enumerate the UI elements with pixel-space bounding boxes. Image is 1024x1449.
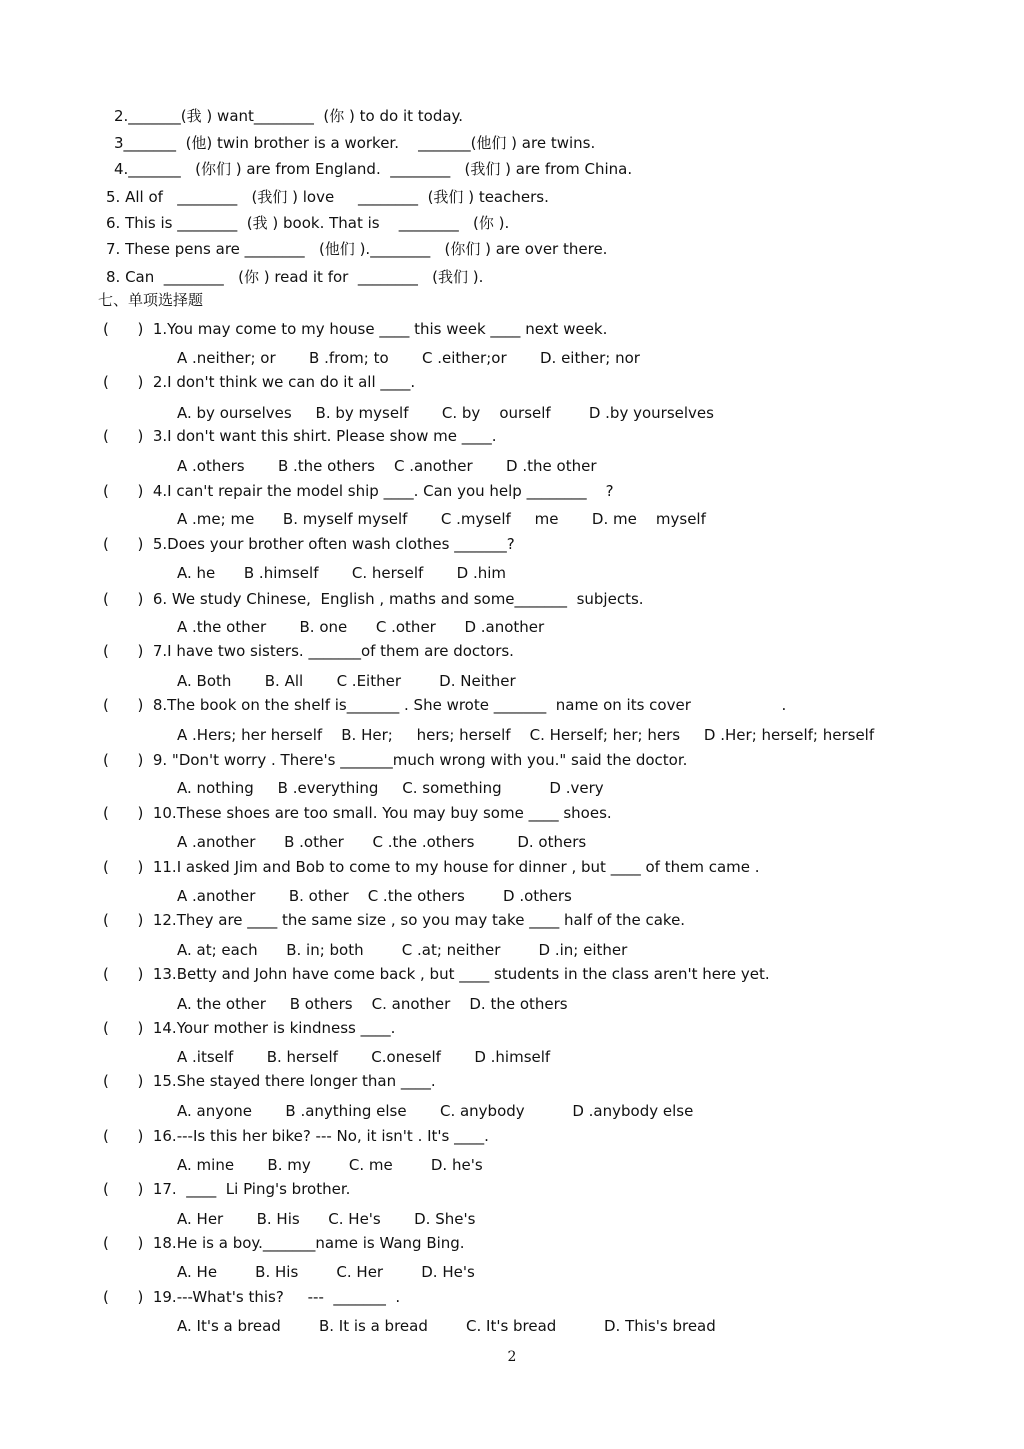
- question-stem: ( ) 2.I don't think we can do it all ____.: [103, 373, 416, 391]
- question-options: A .others B .the others C .another D .the other: [177, 457, 597, 475]
- question-options: A .neither; or B .from; to C .either;or D. either; nor: [177, 349, 640, 367]
- question-options: A. Her B. His C. He's D. She's: [177, 1210, 476, 1228]
- fill-blank-line: 5. All of ________ (我们 ) love ________ (我们 ) teachers.: [106, 188, 549, 206]
- question-options: A. by ourselves B. by myself C. by ourself D .by yourselves: [177, 404, 714, 422]
- fill-blank-line: 4._______ (你们 ) are from England. ________ (我们 ) are from China.: [114, 160, 633, 178]
- question-stem: ( ) 3.I don't want this shirt. Please show me ____.: [103, 427, 497, 445]
- fill-blank-line: 8. Can ________ (你 ) read it for ________ (我们 ).: [106, 268, 484, 286]
- question-options: A. at; each B. in; both C .at; neither D .in; either: [177, 941, 628, 959]
- question-stem: ( ) 16.---Is this her bike? --- No, it isn't . It's ____.: [103, 1127, 489, 1145]
- question-stem: ( ) 9. "Don't worry . There's _______much wrong with you." said the doctor.: [103, 751, 688, 769]
- section-heading: 七、单项选择题: [98, 291, 204, 309]
- question-options: A .Hers; her herself B. Her; hers; herself C. Herself; her; hers D .Her; herself; herself: [177, 726, 875, 744]
- question-options: A. the other B others C. another D. the others: [177, 995, 568, 1013]
- question-options: A. He B. His C. Her D. He's: [177, 1263, 475, 1281]
- fill-blank-line: 6. This is ________ (我 ) book. That is ________ (你 ).: [106, 214, 510, 232]
- question-options: A. anyone B .anything else C. anybody D .anybody else: [177, 1102, 694, 1120]
- question-options: A. mine B. my C. me D. he's: [177, 1156, 483, 1174]
- question-stem: ( ) 17. ____ Li Ping's brother.: [103, 1180, 351, 1198]
- question-stem: ( ) 19.---What's this? --- _______ .: [103, 1288, 401, 1306]
- question-stem: ( ) 12.They are ____ the same size , so you may take ____ half of the cake.: [103, 911, 686, 929]
- question-options: A. nothing B .everything C. something D .very: [177, 779, 604, 797]
- question-options: A .the other B. one C .other D .another: [177, 618, 545, 636]
- fill-blank-line: 7. These pens are ________ (他们 ).________ (你们 ) are over there.: [106, 240, 608, 258]
- question-stem: ( ) 15.She stayed there longer than ____.: [103, 1072, 436, 1090]
- page-number: 2: [507, 1349, 517, 1365]
- question-stem: ( ) 10.These shoes are too small. You may buy some ____ shoes.: [103, 804, 612, 822]
- question-options: A. Both B. All C .Either D. Neither: [177, 672, 516, 690]
- fill-blank-line: 3_______ (他) twin brother is a worker. _______(他们 ) are twins.: [114, 134, 596, 152]
- question-options: A .me; me B. myself myself C .myself me D. me myself: [177, 510, 706, 528]
- question-options: A. he B .himself C. herself D .him: [177, 564, 507, 582]
- question-stem: ( ) 7.I have two sisters. _______of them are doctors.: [103, 642, 514, 660]
- question-stem: ( ) 1.You may come to my house ____ this week ____ next week.: [103, 320, 608, 338]
- question-options: A .another B .other C .the .others D. others: [177, 833, 587, 851]
- question-stem: ( ) 11.I asked Jim and Bob to come to my house for dinner , but ____ of them came .: [103, 858, 760, 876]
- question-stem: ( ) 18.He is a boy._______name is Wang Bing.: [103, 1234, 465, 1252]
- question-stem: ( ) 4.I can't repair the model ship ____. Can you help ________ ?: [103, 482, 614, 500]
- question-options: A .itself B. herself C.oneself D .himself: [177, 1048, 551, 1066]
- question-stem: ( ) 14.Your mother is kindness ____.: [103, 1019, 396, 1037]
- question-stem: ( ) 13.Betty and John have come back , but ____ students in the class aren't here yet.: [103, 965, 770, 983]
- question-stem: ( ) 8.The book on the shelf is_______ . She wrote _______ name on its cover .: [103, 696, 787, 714]
- question-stem: ( ) 5.Does your brother often wash clothes _______?: [103, 535, 515, 553]
- question-stem: ( ) 6. We study Chinese, English , maths and some_______ subjects.: [103, 590, 644, 608]
- question-options: A. It's a bread B. It is a bread C. It's bread D. This's bread: [177, 1317, 716, 1335]
- fill-blank-line: 2._______(我 ) want________ (你 ) to do it today.: [114, 107, 464, 125]
- question-options: A .another B. other C .the others D .others: [177, 887, 572, 905]
